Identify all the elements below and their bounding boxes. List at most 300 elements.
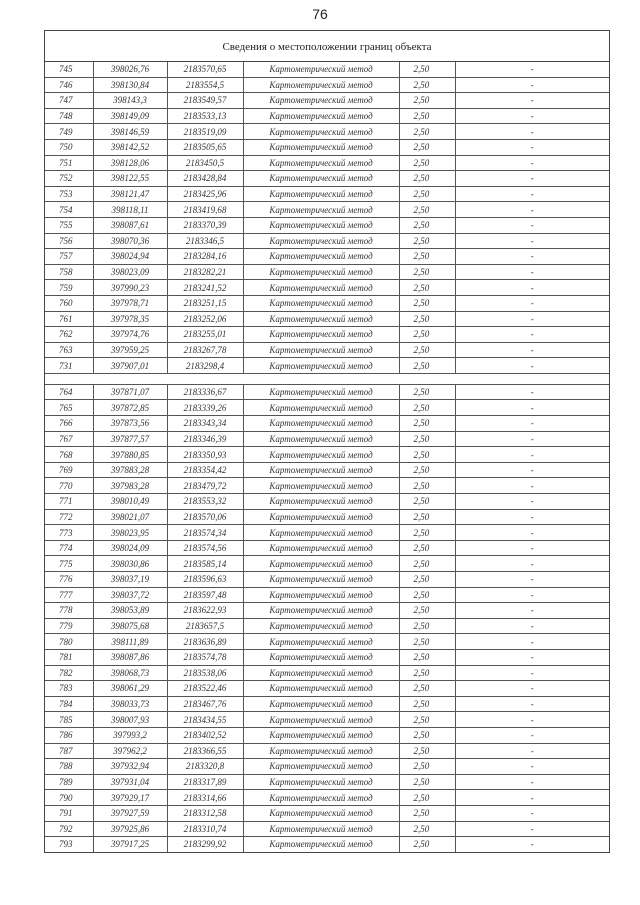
method-cell: Картометрический метод: [243, 587, 399, 603]
coord-y-cell: 2183585,14: [167, 556, 243, 572]
table-row: [45, 462, 609, 478]
tolerance-cell: 2,50: [399, 587, 455, 603]
coord-x-cell: 397978,35: [93, 311, 167, 327]
remark-cell: -: [455, 233, 609, 249]
coord-y-cell: 2183267,78: [167, 342, 243, 358]
method-cell: Картометрический метод: [243, 540, 399, 556]
coord-y-cell: 2183553,32: [167, 494, 243, 510]
table-row: [45, 416, 609, 432]
remark-cell: -: [455, 774, 609, 790]
coord-y-cell: 2183336,67: [167, 385, 243, 400]
method-cell: Картометрический метод: [243, 572, 399, 588]
table-row: [45, 774, 609, 790]
tolerance-cell: 2,50: [399, 295, 455, 311]
point-number-cell: 758: [45, 264, 93, 280]
tolerance-cell: 2,50: [399, 509, 455, 525]
coordinates-table-part1: [45, 62, 609, 374]
method-cell: Картометрический метод: [243, 525, 399, 541]
table-row: [45, 249, 609, 265]
table-row: [45, 712, 609, 728]
tolerance-cell: 2,50: [399, 77, 455, 93]
coord-y-cell: 2183519,09: [167, 124, 243, 140]
table-row: [45, 139, 609, 155]
remark-cell: -: [455, 603, 609, 619]
method-cell: Картометрический метод: [243, 727, 399, 743]
point-number-cell: 784: [45, 696, 93, 712]
remark-cell: -: [455, 77, 609, 93]
table-row: [45, 525, 609, 541]
table-row: [45, 327, 609, 343]
tolerance-cell: 2,50: [399, 759, 455, 775]
method-cell: Картометрический метод: [243, 805, 399, 821]
remark-cell: -: [455, 186, 609, 202]
point-number-cell: 751: [45, 155, 93, 171]
coord-x-cell: 397959,25: [93, 342, 167, 358]
tolerance-cell: 2,50: [399, 727, 455, 743]
point-number-cell: 776: [45, 572, 93, 588]
remark-cell: -: [455, 295, 609, 311]
remark-cell: -: [455, 385, 609, 400]
coord-x-cell: 398023,95: [93, 525, 167, 541]
table-row: [45, 759, 609, 775]
tolerance-cell: 2,50: [399, 400, 455, 416]
coord-x-cell: 397990,23: [93, 280, 167, 296]
method-cell: Картометрический метод: [243, 649, 399, 665]
coord-x-cell: 397974,76: [93, 327, 167, 343]
point-number-cell: 745: [45, 62, 93, 77]
coord-x-cell: 397872,85: [93, 400, 167, 416]
table-row: [45, 93, 609, 109]
method-cell: Картометрический метод: [243, 155, 399, 171]
remark-cell: -: [455, 327, 609, 343]
coord-x-cell: 398070,36: [93, 233, 167, 249]
method-cell: Картометрический метод: [243, 217, 399, 233]
method-cell: Картометрический метод: [243, 311, 399, 327]
coord-y-cell: 2183354,42: [167, 462, 243, 478]
coord-x-cell: 397983,28: [93, 478, 167, 494]
point-number-cell: 773: [45, 525, 93, 541]
remark-cell: -: [455, 712, 609, 728]
table-row: [45, 62, 609, 77]
point-number-cell: 752: [45, 171, 93, 187]
table-row: [45, 342, 609, 358]
coord-y-cell: 2183310,74: [167, 821, 243, 837]
point-number-cell: 746: [45, 77, 93, 93]
coord-y-cell: 2183251,15: [167, 295, 243, 311]
remark-cell: -: [455, 587, 609, 603]
point-number-cell: 750: [45, 139, 93, 155]
point-number-cell: 787: [45, 743, 93, 759]
coord-x-cell: 398024,09: [93, 540, 167, 556]
method-cell: Картометрический метод: [243, 759, 399, 775]
tolerance-cell: 2,50: [399, 774, 455, 790]
remark-cell: -: [455, 280, 609, 296]
table-row: [45, 400, 609, 416]
coord-x-cell: 398023,09: [93, 264, 167, 280]
table-row: [45, 837, 609, 852]
method-cell: Картометрический метод: [243, 665, 399, 681]
remark-cell: -: [455, 743, 609, 759]
coord-x-cell: 397871,07: [93, 385, 167, 400]
point-number-cell: 782: [45, 665, 93, 681]
method-cell: Картометрический метод: [243, 696, 399, 712]
point-number-cell: 749: [45, 124, 93, 140]
point-number-cell: 785: [45, 712, 93, 728]
remark-cell: -: [455, 108, 609, 124]
point-number-cell: 747: [45, 93, 93, 109]
coord-y-cell: 2183366,55: [167, 743, 243, 759]
table-row: [45, 805, 609, 821]
method-cell: Картометрический метод: [243, 342, 399, 358]
point-number-cell: 770: [45, 478, 93, 494]
coord-x-cell: 398143,3: [93, 93, 167, 109]
method-cell: Картометрический метод: [243, 837, 399, 852]
table-row: [45, 540, 609, 556]
coord-x-cell: 398121,47: [93, 186, 167, 202]
method-cell: Картометрический метод: [243, 743, 399, 759]
coord-x-cell: 397925,86: [93, 821, 167, 837]
tolerance-cell: 2,50: [399, 416, 455, 432]
tolerance-cell: 2,50: [399, 790, 455, 806]
method-cell: Картометрический метод: [243, 233, 399, 249]
tolerance-cell: 2,50: [399, 572, 455, 588]
table-row: [45, 681, 609, 697]
method-cell: Картометрический метод: [243, 358, 399, 374]
table-title: Сведения о местоположении границ объекта: [45, 31, 609, 62]
table-row: [45, 264, 609, 280]
coord-y-cell: 2183298,4: [167, 358, 243, 374]
coord-y-cell: 2183434,55: [167, 712, 243, 728]
tolerance-cell: 2,50: [399, 540, 455, 556]
table-row: [45, 478, 609, 494]
table-row: [45, 108, 609, 124]
tolerance-cell: 2,50: [399, 618, 455, 634]
coord-y-cell: 2183343,34: [167, 416, 243, 432]
point-number-cell: 777: [45, 587, 93, 603]
tolerance-cell: 2,50: [399, 649, 455, 665]
table-row: [45, 124, 609, 140]
coord-x-cell: 398007,93: [93, 712, 167, 728]
remark-cell: -: [455, 759, 609, 775]
method-cell: Картометрический метод: [243, 264, 399, 280]
coord-y-cell: 2183574,34: [167, 525, 243, 541]
method-cell: Картометрический метод: [243, 774, 399, 790]
coord-x-cell: 398061,29: [93, 681, 167, 697]
coord-y-cell: 2183450,5: [167, 155, 243, 171]
remark-cell: -: [455, 155, 609, 171]
remark-cell: -: [455, 62, 609, 77]
point-number-cell: 763: [45, 342, 93, 358]
point-number-cell: 760: [45, 295, 93, 311]
remark-cell: -: [455, 509, 609, 525]
tolerance-cell: 2,50: [399, 186, 455, 202]
coord-x-cell: 397877,57: [93, 431, 167, 447]
table-row: [45, 509, 609, 525]
tolerance-cell: 2,50: [399, 264, 455, 280]
method-cell: Картометрический метод: [243, 295, 399, 311]
method-cell: Картометрический метод: [243, 821, 399, 837]
point-number-cell: 793: [45, 837, 93, 852]
point-number-cell: 756: [45, 233, 93, 249]
point-number-cell: 781: [45, 649, 93, 665]
coord-y-cell: 2183346,5: [167, 233, 243, 249]
method-cell: Картометрический метод: [243, 509, 399, 525]
remark-cell: -: [455, 572, 609, 588]
coord-y-cell: 2183284,16: [167, 249, 243, 265]
table-row: [45, 494, 609, 510]
remark-cell: -: [455, 494, 609, 510]
coord-y-cell: 2183370,39: [167, 217, 243, 233]
point-number-cell: 762: [45, 327, 93, 343]
method-cell: Картометрический метод: [243, 171, 399, 187]
tolerance-cell: 2,50: [399, 634, 455, 650]
remark-cell: -: [455, 447, 609, 463]
table-row: [45, 727, 609, 743]
coord-x-cell: 397931,04: [93, 774, 167, 790]
method-cell: Картометрический метод: [243, 202, 399, 218]
remark-cell: -: [455, 790, 609, 806]
tolerance-cell: 2,50: [399, 358, 455, 374]
table-row: [45, 572, 609, 588]
method-cell: Картометрический метод: [243, 494, 399, 510]
coord-y-cell: 2183425,96: [167, 186, 243, 202]
coord-x-cell: 398075,68: [93, 618, 167, 634]
coord-y-cell: 2183636,89: [167, 634, 243, 650]
table-row: [45, 155, 609, 171]
table-section-gap: [45, 374, 609, 385]
table-row: [45, 171, 609, 187]
method-cell: Картометрический метод: [243, 634, 399, 650]
remark-cell: -: [455, 696, 609, 712]
coord-y-cell: 2183522,46: [167, 681, 243, 697]
table-row: [45, 233, 609, 249]
tolerance-cell: 2,50: [399, 202, 455, 218]
tolerance-cell: 2,50: [399, 108, 455, 124]
method-cell: Картометрический метод: [243, 431, 399, 447]
coord-x-cell: 398130,84: [93, 77, 167, 93]
tolerance-cell: 2,50: [399, 155, 455, 171]
coord-y-cell: 2183312,58: [167, 805, 243, 821]
coord-x-cell: 397929,17: [93, 790, 167, 806]
coord-y-cell: 2183622,93: [167, 603, 243, 619]
coord-y-cell: 2183479,72: [167, 478, 243, 494]
point-number-cell: 753: [45, 186, 93, 202]
tolerance-cell: 2,50: [399, 603, 455, 619]
tolerance-cell: 2,50: [399, 462, 455, 478]
table-row: [45, 385, 609, 400]
method-cell: Картометрический метод: [243, 556, 399, 572]
coord-y-cell: 2183554,5: [167, 77, 243, 93]
table-row: [45, 696, 609, 712]
coord-y-cell: 2183597,48: [167, 587, 243, 603]
table-row: [45, 618, 609, 634]
point-number-cell: 765: [45, 400, 93, 416]
point-number-cell: 788: [45, 759, 93, 775]
coord-x-cell: 397978,71: [93, 295, 167, 311]
coord-y-cell: 2183252,06: [167, 311, 243, 327]
coord-y-cell: 2183241,52: [167, 280, 243, 296]
coord-x-cell: 398021,07: [93, 509, 167, 525]
remark-cell: -: [455, 249, 609, 265]
tolerance-cell: 2,50: [399, 837, 455, 852]
tolerance-cell: 2,50: [399, 696, 455, 712]
table-row: [45, 217, 609, 233]
table-row: [45, 634, 609, 650]
table-row: [45, 431, 609, 447]
remark-cell: -: [455, 462, 609, 478]
tolerance-cell: 2,50: [399, 62, 455, 77]
page-number: 76: [312, 6, 328, 22]
remark-cell: -: [455, 821, 609, 837]
remark-cell: -: [455, 805, 609, 821]
coord-x-cell: 398087,61: [93, 217, 167, 233]
coord-y-cell: 2183419,68: [167, 202, 243, 218]
tolerance-cell: 2,50: [399, 805, 455, 821]
point-number-cell: 786: [45, 727, 93, 743]
coord-x-cell: 397993,2: [93, 727, 167, 743]
coord-y-cell: 2183574,78: [167, 649, 243, 665]
tolerance-cell: 2,50: [399, 494, 455, 510]
remark-cell: -: [455, 93, 609, 109]
coord-x-cell: 397873,56: [93, 416, 167, 432]
method-cell: Картометрический метод: [243, 462, 399, 478]
coord-y-cell: 2183570,06: [167, 509, 243, 525]
point-number-cell: 780: [45, 634, 93, 650]
remark-cell: -: [455, 311, 609, 327]
coord-x-cell: 397927,59: [93, 805, 167, 821]
tolerance-cell: 2,50: [399, 93, 455, 109]
point-number-cell: 791: [45, 805, 93, 821]
coord-y-cell: 2183339,26: [167, 400, 243, 416]
tolerance-cell: 2,50: [399, 171, 455, 187]
point-number-cell: 754: [45, 202, 93, 218]
method-cell: Картометрический метод: [243, 712, 399, 728]
coord-y-cell: 2183299,92: [167, 837, 243, 852]
tolerance-cell: 2,50: [399, 681, 455, 697]
remark-cell: -: [455, 264, 609, 280]
method-cell: Картометрический метод: [243, 108, 399, 124]
point-number-cell: 759: [45, 280, 93, 296]
tolerance-cell: 2,50: [399, 665, 455, 681]
point-number-cell: 778: [45, 603, 93, 619]
method-cell: Картометрический метод: [243, 790, 399, 806]
method-cell: Картометрический метод: [243, 618, 399, 634]
method-cell: Картометрический метод: [243, 681, 399, 697]
coord-x-cell: 398033,73: [93, 696, 167, 712]
remark-cell: -: [455, 358, 609, 374]
point-number-cell: 790: [45, 790, 93, 806]
point-number-cell: 783: [45, 681, 93, 697]
coord-x-cell: 397880,85: [93, 447, 167, 463]
table-row: [45, 665, 609, 681]
coord-x-cell: 397907,01: [93, 358, 167, 374]
method-cell: Картометрический метод: [243, 280, 399, 296]
remark-cell: -: [455, 525, 609, 541]
coord-x-cell: 398030,86: [93, 556, 167, 572]
coord-y-cell: 2183402,52: [167, 727, 243, 743]
method-cell: Картометрический метод: [243, 400, 399, 416]
tolerance-cell: 2,50: [399, 478, 455, 494]
method-cell: Картометрический метод: [243, 478, 399, 494]
tolerance-cell: 2,50: [399, 217, 455, 233]
method-cell: Картометрический метод: [243, 385, 399, 400]
remark-cell: -: [455, 416, 609, 432]
coord-x-cell: 398087,86: [93, 649, 167, 665]
tolerance-cell: 2,50: [399, 233, 455, 249]
table-row: [45, 587, 609, 603]
method-cell: Картометрический метод: [243, 186, 399, 202]
coord-x-cell: 398146,59: [93, 124, 167, 140]
coord-x-cell: 397917,25: [93, 837, 167, 852]
point-number-cell: 769: [45, 462, 93, 478]
point-number-cell: 731: [45, 358, 93, 374]
coord-x-cell: 398118,11: [93, 202, 167, 218]
remark-cell: -: [455, 618, 609, 634]
tolerance-cell: 2,50: [399, 327, 455, 343]
remark-cell: -: [455, 681, 609, 697]
method-cell: Картометрический метод: [243, 93, 399, 109]
point-number-cell: 772: [45, 509, 93, 525]
table-row: [45, 358, 609, 374]
table-row: [45, 649, 609, 665]
remark-cell: -: [455, 342, 609, 358]
tolerance-cell: 2,50: [399, 712, 455, 728]
point-number-cell: 757: [45, 249, 93, 265]
coord-y-cell: 2183570,65: [167, 62, 243, 77]
point-number-cell: 761: [45, 311, 93, 327]
coord-x-cell: 398111,89: [93, 634, 167, 650]
coord-x-cell: 398026,76: [93, 62, 167, 77]
tolerance-cell: 2,50: [399, 821, 455, 837]
table-row: [45, 556, 609, 572]
remark-cell: -: [455, 217, 609, 233]
coord-x-cell: 398010,49: [93, 494, 167, 510]
table-row: [45, 280, 609, 296]
remark-cell: -: [455, 478, 609, 494]
coord-y-cell: 2183533,13: [167, 108, 243, 124]
point-number-cell: 779: [45, 618, 93, 634]
coordinates-table-part2: [45, 385, 609, 852]
method-cell: Картометрический метод: [243, 139, 399, 155]
tolerance-cell: 2,50: [399, 249, 455, 265]
point-number-cell: 771: [45, 494, 93, 510]
coord-y-cell: 2183657,5: [167, 618, 243, 634]
table-row: [45, 447, 609, 463]
table-row: [45, 821, 609, 837]
coord-y-cell: 2183314,66: [167, 790, 243, 806]
coord-y-cell: 2183317,89: [167, 774, 243, 790]
remark-cell: -: [455, 634, 609, 650]
coord-y-cell: 2183282,21: [167, 264, 243, 280]
remark-cell: -: [455, 727, 609, 743]
table-row: [45, 311, 609, 327]
tolerance-cell: 2,50: [399, 139, 455, 155]
remark-cell: -: [455, 431, 609, 447]
point-number-cell: 764: [45, 385, 93, 400]
coord-y-cell: 2183538,06: [167, 665, 243, 681]
remark-cell: -: [455, 540, 609, 556]
point-number-cell: 789: [45, 774, 93, 790]
remark-cell: -: [455, 171, 609, 187]
tolerance-cell: 2,50: [399, 431, 455, 447]
coord-x-cell: 397883,28: [93, 462, 167, 478]
remark-cell: -: [455, 139, 609, 155]
coord-y-cell: 2183428,84: [167, 171, 243, 187]
coord-y-cell: 2183596,63: [167, 572, 243, 588]
point-number-cell: 768: [45, 447, 93, 463]
method-cell: Картометрический метод: [243, 603, 399, 619]
point-number-cell: 766: [45, 416, 93, 432]
